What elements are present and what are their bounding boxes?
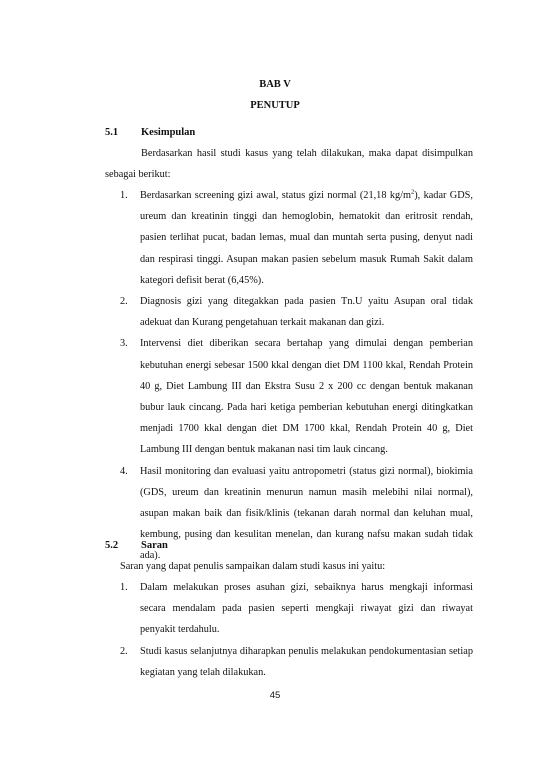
section-heading-kesimpulan: [105, 127, 195, 138]
list-marker: 2.: [120, 296, 128, 308]
section-heading-saran: [105, 540, 168, 551]
list-item: [120, 577, 473, 641]
list-item-text: Diagnosis gizi yang ditegakkan pada pasien Tn.U yaitu Asupan oral tidak adekuat dan Kurang pengetahuan terkait makanan dan gizi.: [140, 296, 473, 329]
section-title: Kesimpulan: [141, 127, 196, 138]
section-number: 5.2: [105, 540, 119, 551]
list-marker: 4.: [120, 465, 128, 477]
section-title: Saran: [141, 540, 168, 551]
chapter-number: BAB V: [259, 79, 291, 90]
list-marker: 1.: [120, 190, 128, 201]
section-intro-paragraph: Berdasarkan hasil studi kasus yang telah dilakukan, maka dapat disimpulkan sebagai berikut:: [105, 148, 473, 181]
conclusion-list: [120, 185, 473, 567]
list-item: [120, 641, 473, 683]
list-item-text: Studi kasus selanjutnya diharapkan penulis melakukan pendokumentasian setiap kegiatan yang telah dilakukan.: [140, 645, 473, 678]
list-item: [120, 185, 473, 291]
list-marker: 2.: [120, 645, 128, 657]
section-intro-paragraph: Saran yang dapat penulis sampaikan dalam studi kasus ini yaitu:: [120, 561, 386, 572]
list-marker: 1.: [120, 582, 128, 593]
list-item-text: Dalam melakukan proses asuhan gizi, sebaiknya harus mengkaji informasi secara mendalam pada pasien seperti mengkaji riwayat gizi dan riwayat penyakit terdahulu.: [140, 582, 473, 636]
section-number: 5.1: [105, 127, 119, 138]
list-item: [120, 291, 473, 333]
chapter-title: PENUTUP: [250, 100, 300, 111]
page-number: 45: [269, 690, 281, 701]
list-item: [120, 333, 473, 460]
list-item: [120, 461, 473, 567]
suggestion-list: [120, 577, 473, 683]
superscript: 2: [410, 188, 415, 196]
list-item-text-cont: ), kadar GDS, ureum dan kreatinin tinggi dan hemoglobin, hematokit dan eritrosit rendah, pasien terlihat pucat, badan lemas, mual dan muntah serta pusing, denyut nadi dan respirasi tinggi. Asupan makan pasien sebelum masuk Rumah Sakit dalam kategori defisit berat (6,45%).: [140, 190, 473, 286]
list-item-text: Berdasarkan screening gizi awal, status gizi normal (21,18 kg/m: [140, 190, 411, 201]
list-item-text: Intervensi diet diberikan secara bertahap yang dimulai dengan pemberian kebutuhan energi sebesar 1500 kkal dengan diet DM 1100 kkal, Rendah Protein 40 g, Diet Lambung III dan Ekstra Susu 2 x 200 cc dengan bentuk makanan bubur lauk cincang. Pada hari ketiga pemberian kebutuhan energi ditingkatkan menjadi 1700 kkal dengan diet DM 1700 kkal, Rendah Protein 40 g, Diet Lambung III dengan bentuk makanan nasi tim lauk cincang.: [140, 338, 473, 456]
list-item-text: Hasil monitoring dan evaluasi yaitu antropometri (status gizi normal), biokimia (GDS, ureum dan kreatinin menurun namun masih melebihi nilai normal), asupan makan baik dan fisik/klinis (tekanan darah normal dan keluhan mual, kembung, pusing dan kesulitan menelan, dan kurang nafsu makan sudah tidak ada).: [140, 465, 473, 562]
list-marker: 3.: [120, 338, 128, 350]
